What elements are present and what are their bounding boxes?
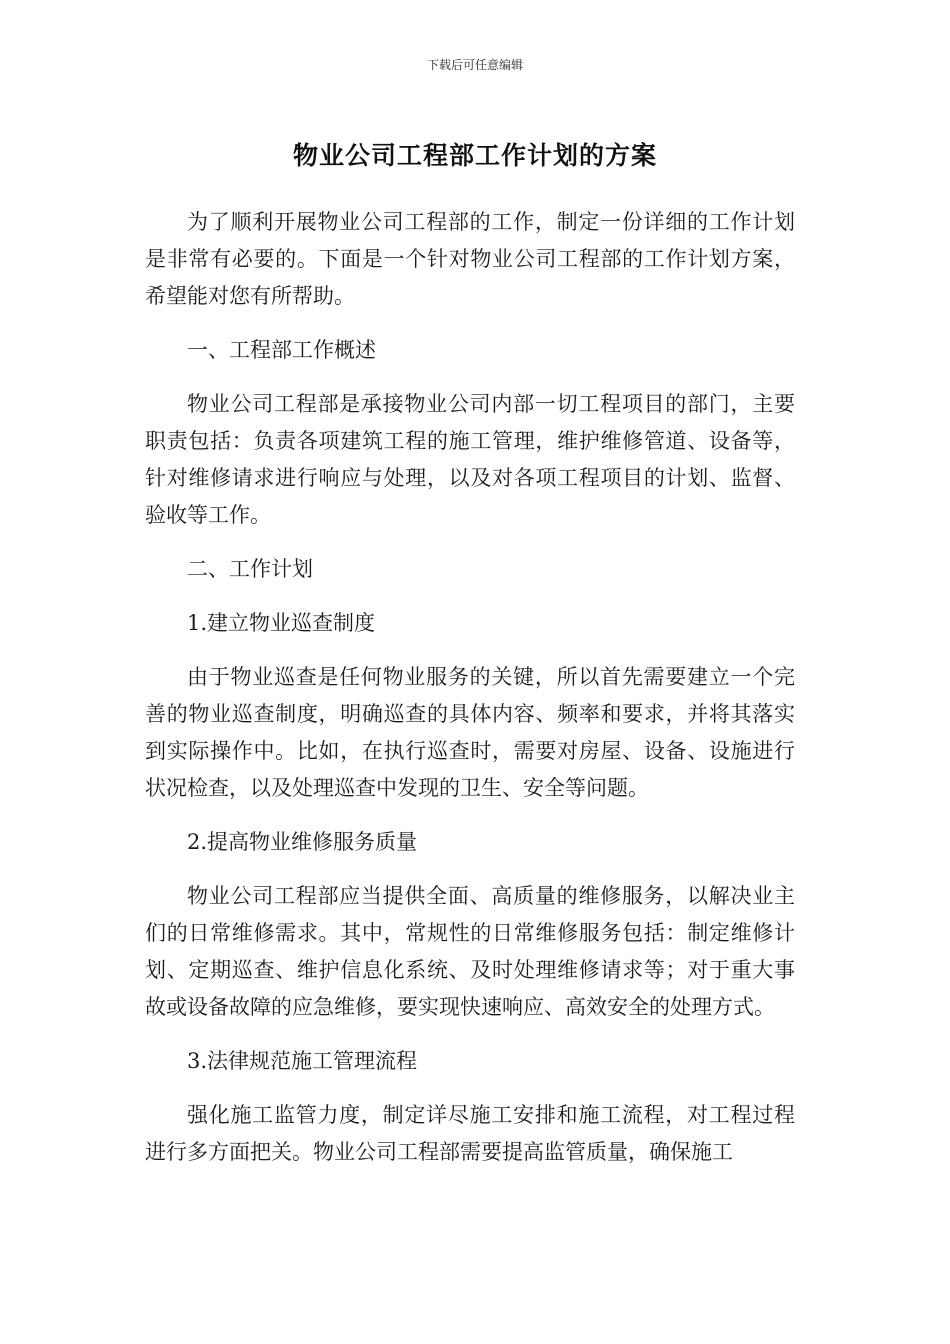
document-body bbox=[145, 204, 795, 1188]
subheading-3: 3.法律规范施工管理流程 bbox=[187, 1049, 418, 1073]
header-note: 下载后可任意编辑 bbox=[426, 58, 523, 72]
document-title: 物业公司工程部工作计划的方案 bbox=[292, 141, 657, 170]
subheading-2: 2.提高物业维修服务质量 bbox=[187, 830, 418, 854]
paragraph-intro: 为了顺利开展物业公司工程部的工作，制定一份详细的工作计划是非常有必要的。下面是一个针对物业公司工程部的工作计划方案，希望能对您有所帮助。 bbox=[145, 210, 795, 308]
paragraph-maintenance: 物业公司工程部应当提供全面、高质量的维修服务，以解决业主们的日常维修需求。其中，常规性的日常维修服务包括：制定维修计划、定期巡查、维护信息化系统、及时处理维修请求等；对于重大事故或设备故障的应急维修，要实现快速响应、高效安全的处理方式。 bbox=[145, 884, 795, 1019]
paragraph-construction: 强化施工监管力度，制定详尽施工安排和施工流程，对工程过程进行多方面把关。物业公司工程部需要提高监管质量，确保施工 bbox=[145, 1103, 795, 1164]
section-heading-2: 二、工作计划 bbox=[187, 557, 313, 581]
subheading-1: 1.建立物业巡查制度 bbox=[187, 611, 376, 635]
section-heading-1: 一、工程部工作概述 bbox=[187, 338, 376, 362]
paragraph-overview: 物业公司工程部是承接物业公司内部一切工程项目的部门，主要职责包括：负责各项建筑工程的施工管理，维护维修管道、设备等，针对维修请求进行响应与处理，以及对各项工程项目的计划、监督、验收等工作。 bbox=[145, 392, 795, 527]
paragraph-inspection: 由于物业巡查是任何物业服务的关键，所以首先需要建立一个完善的物业巡查制度，明确巡查的具体内容、频率和要求，并将其落实到实际操作中。比如，在执行巡查时，需要对房屋、设备、设施进行状况检查，以及处理巡查中发现的卫生、安全等问题。 bbox=[145, 665, 795, 800]
